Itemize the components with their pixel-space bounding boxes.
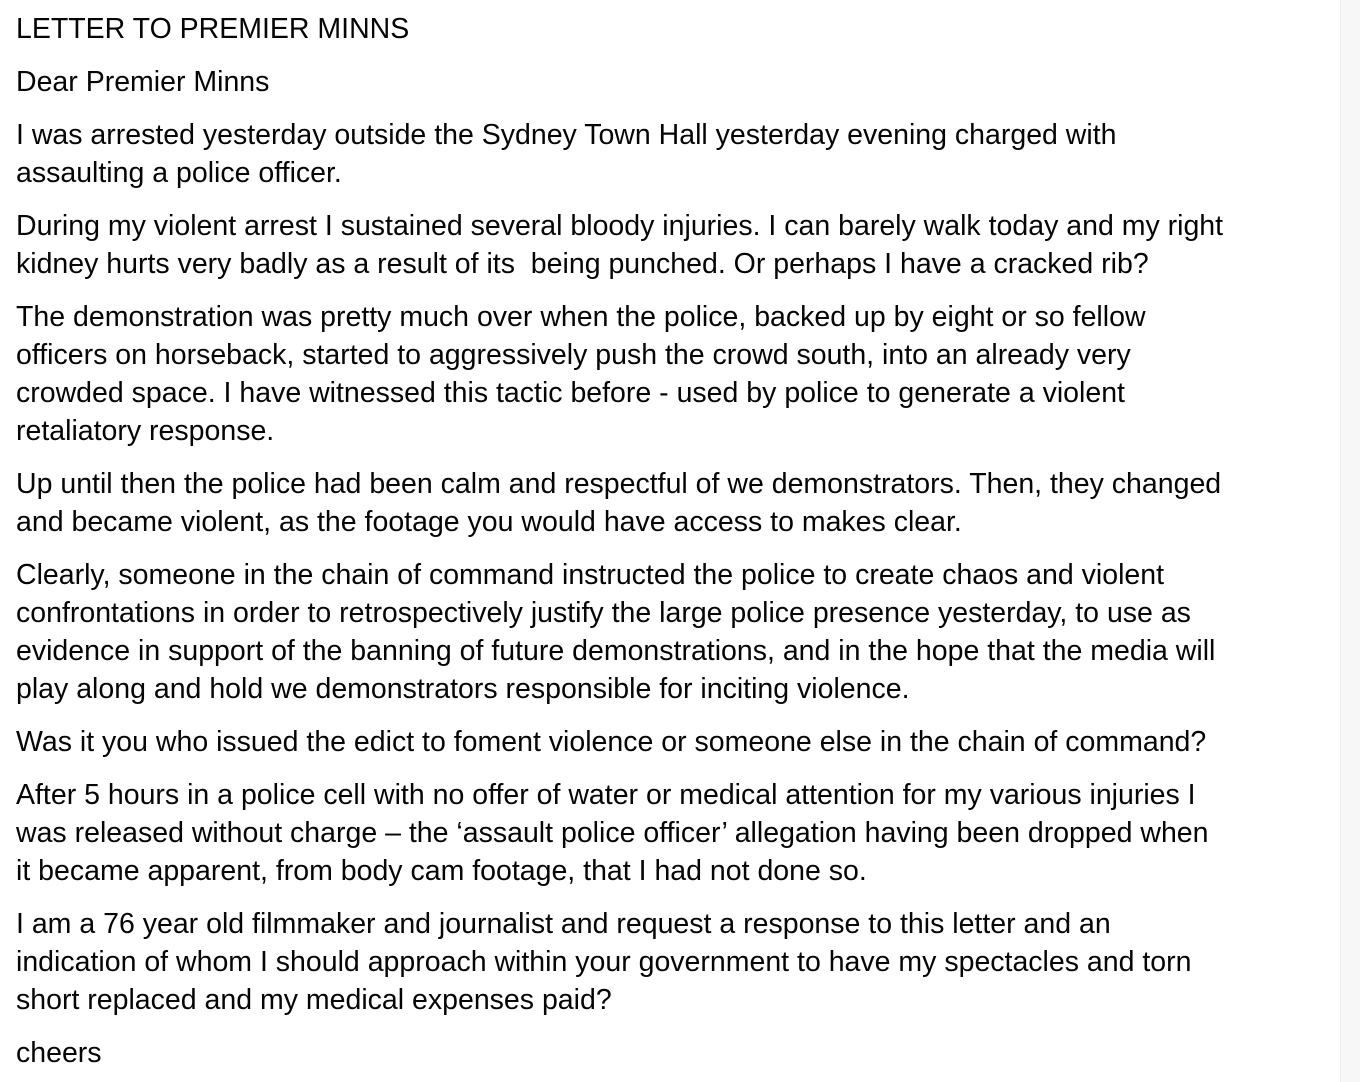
paragraph-question: Was it you who issued the edict to foment violence or someone else in the chain of command? — [16, 726, 1207, 758]
paragraph-arrest: I was arrested yesterday outside the Sydney Town Hall yesterday evening charged with assaulting a police officer. — [16, 119, 1117, 189]
paragraph-police-change: Up until then the police had been calm and respectful of we demonstrators. Then, they changed and became violent, as the footage you would have access to makes clear. — [16, 468, 1222, 538]
paragraph-demonstration: The demonstration was pretty much over when the police, backed up by eight or so fellow officers on horseback, started to aggressively push the crowd south, into an already very crowded space. I have witnessed this tactic before - used by police to generate a violent retaliatory response. — [16, 301, 1146, 447]
sign-off: cheers — [16, 1037, 102, 1069]
letter-title: LETTER TO PREMIER MINNS — [16, 13, 410, 45]
paragraph-request: I am a 76 year old filmmaker and journalist and request a response to this letter and an indication of whom I should approach within your government to have my spectacles and torn short replaced and my medical expenses paid? — [16, 908, 1192, 1016]
salutation: Dear Premier Minns — [16, 66, 270, 98]
paragraph-release: After 5 hours in a police cell with no offer of water or medical attention for my various injuries I was released without charge – the ‘assault police officer’ allegation having been dropped when it became apparent, from body cam footage, that I had not done so. — [16, 779, 1209, 887]
paragraph-chain-of-command: Clearly, someone in the chain of command instructed the police to create chaos and violent confrontations in order to retrospectively justify the large police presence yesterday, to use as evidence in support of the banning of future demonstrations, and in the hope that the media will play along and hold we demonstrators responsible for inciting violence. — [16, 559, 1216, 705]
paragraph-injuries: During my violent arrest I sustained several bloody injuries. I can barely walk today and my right kidney hurts very badly as a result of its being punched. Or perhaps I have a cracked rib? — [16, 210, 1224, 280]
scrollbar[interactable] — [1340, 0, 1360, 1082]
